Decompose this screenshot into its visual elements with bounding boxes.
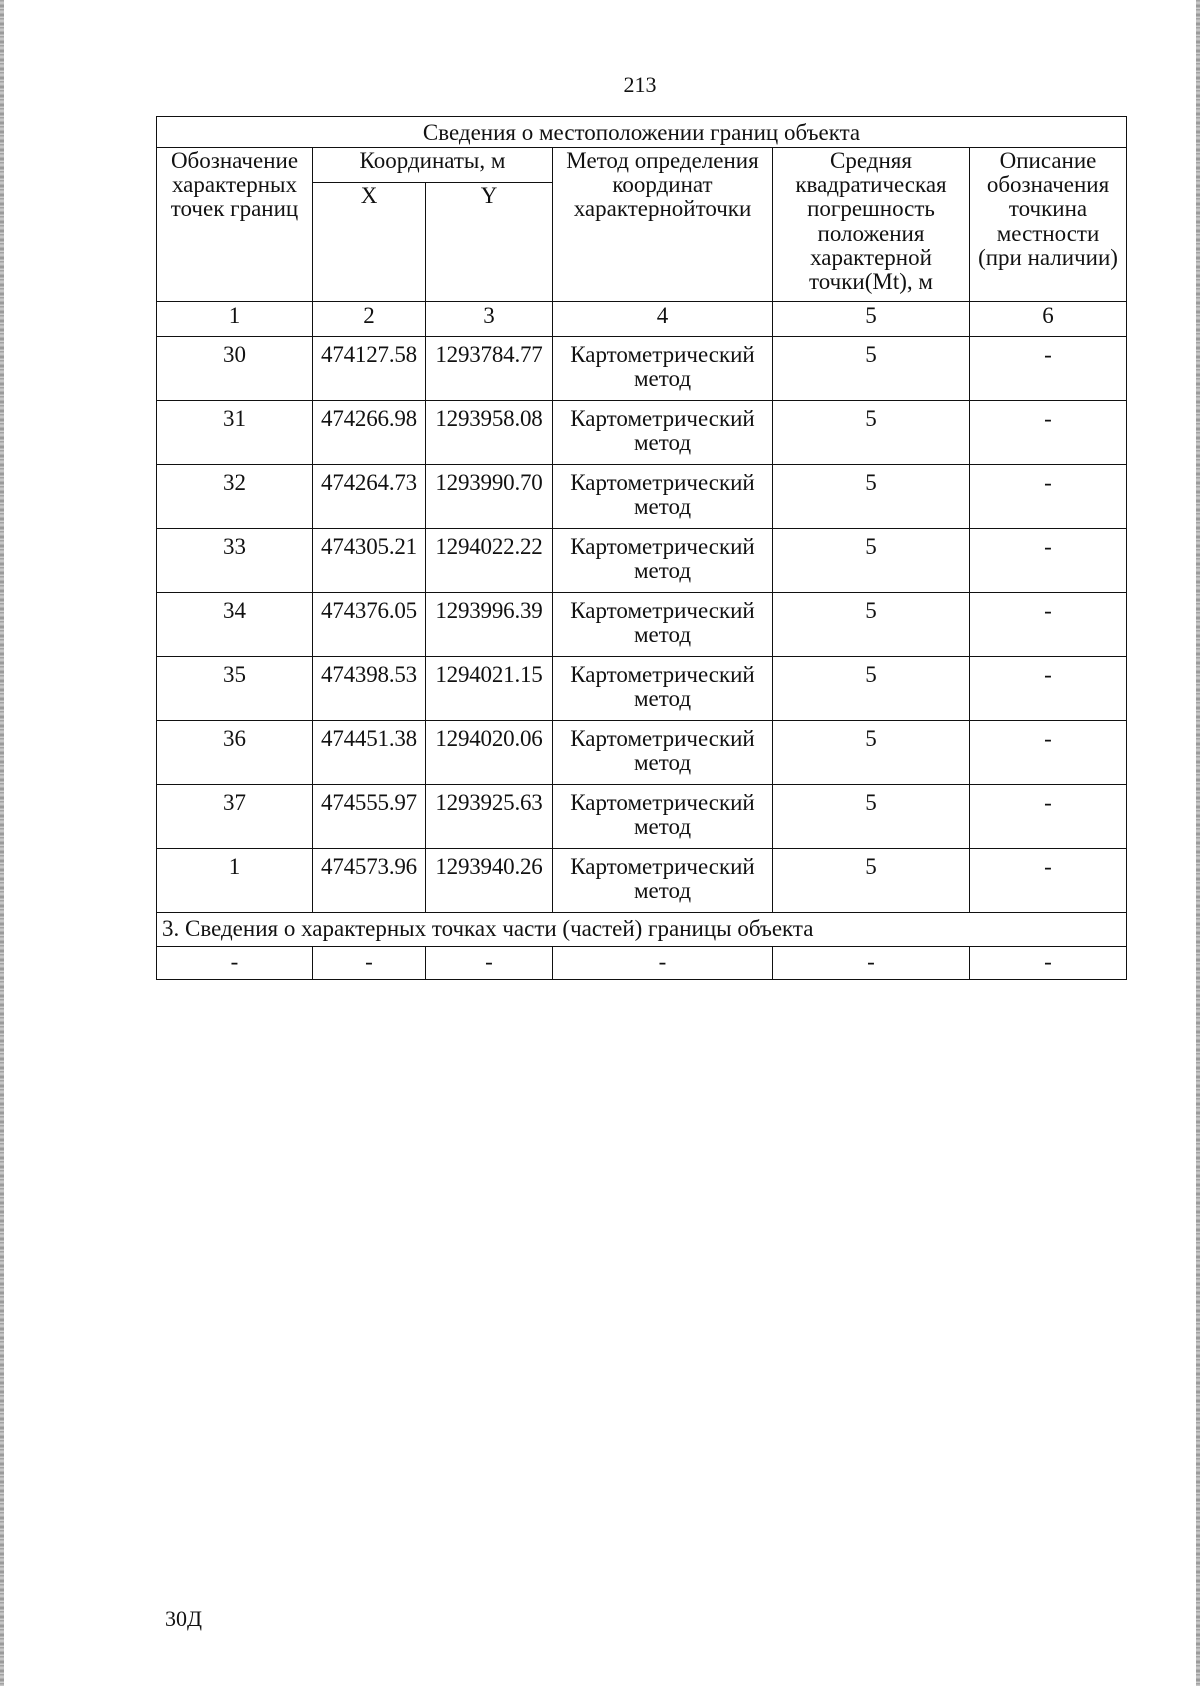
cell-x: 474398.53 [313,657,426,721]
cell-x: 474451.38 [313,721,426,785]
table-row [157,401,1127,465]
column-number: 3 [426,302,553,337]
cell-error: 5 [773,785,970,849]
table-row [157,785,1127,849]
scan-edge-left [0,0,4,1686]
cell-y: 1293996.39 [426,593,553,657]
table-row [157,337,1127,401]
cell-error: 5 [773,401,970,465]
cell-point: 30 [157,337,313,401]
cell-point: 37 [157,785,313,849]
column-number: 1 [157,302,313,337]
cell-method: Картометрический метод [553,785,773,849]
empty-cell: - [553,947,773,980]
header-method: Метод определения координат характернойточки [553,148,773,302]
cell-error: 5 [773,721,970,785]
cell-point: 36 [157,721,313,785]
cell-description: - [970,593,1127,657]
cell-error: 5 [773,593,970,657]
cell-x: 474264.73 [313,465,426,529]
cell-method: Картометрический метод [553,721,773,785]
cell-point: 1 [157,849,313,913]
cell-error: 5 [773,337,970,401]
cell-y: 1293958.08 [426,401,553,465]
cell-error: 5 [773,849,970,913]
empty-cell: - [426,947,553,980]
header-description: Описание обозначения точкина местности (при наличии) [970,148,1127,302]
cell-point: 35 [157,657,313,721]
table-title: Сведения о местоположении границ объекта [157,117,1127,148]
cell-method: Картометрический метод [553,337,773,401]
cell-y: 1294021.15 [426,657,553,721]
table-body [157,117,1127,980]
cell-method: Картометрический метод [553,529,773,593]
empty-cell: - [313,947,426,980]
header-designation: Обозначение характерных точек границ [157,148,313,302]
table-title-row [157,117,1127,148]
boundary-points-table [156,116,1127,980]
cell-description: - [970,529,1127,593]
empty-cell: - [773,947,970,980]
section3-empty-row [157,947,1127,980]
cell-x: 474266.98 [313,401,426,465]
cell-y: 1293925.63 [426,785,553,849]
header-error: Средняя квадратическая погрешность положения характерной точки(Mt), м [773,148,970,302]
page-number: 213 [623,72,657,97]
cell-method: Картометрический метод [553,401,773,465]
table-row [157,465,1127,529]
column-number: 5 [773,302,970,337]
cell-method: Картометрический метод [553,849,773,913]
cell-x: 474555.97 [313,785,426,849]
cell-point: 31 [157,401,313,465]
cell-method: Картометрический метод [553,593,773,657]
cell-x: 474305.21 [313,529,426,593]
cell-description: - [970,721,1127,785]
section3-title-row [157,913,1127,947]
header-x: X [313,183,426,302]
cell-error: 5 [773,657,970,721]
cell-method: Картометрический метод [553,657,773,721]
cell-y: 1293940.26 [426,849,553,913]
cell-point: 33 [157,529,313,593]
cell-x: 474127.58 [313,337,426,401]
cell-y: 1294022.22 [426,529,553,593]
cell-error: 5 [773,529,970,593]
table-row [157,529,1127,593]
column-number: 2 [313,302,426,337]
table-row [157,849,1127,913]
header-row-1 [157,148,1127,183]
cell-description: - [970,465,1127,529]
cell-point: 32 [157,465,313,529]
cell-description: - [970,657,1127,721]
cell-description: - [970,849,1127,913]
cell-description: - [970,785,1127,849]
table-row [157,657,1127,721]
header-y: Y [426,183,553,302]
cell-x: 474573.96 [313,849,426,913]
cell-y: 1294020.06 [426,721,553,785]
cell-method: Картометрический метод [553,465,773,529]
header-coordinates: Координаты, м [313,148,553,183]
column-number: 6 [970,302,1127,337]
cell-point: 34 [157,593,313,657]
cell-error: 5 [773,465,970,529]
column-number-row [157,302,1127,337]
empty-cell: - [970,947,1127,980]
cell-description: - [970,401,1127,465]
section3-title: 3. Сведения о характерных точках части (частей) границы объекта [157,913,1127,947]
table-row [157,721,1127,785]
cell-x: 474376.05 [313,593,426,657]
cell-y: 1293990.70 [426,465,553,529]
cell-description: - [970,337,1127,401]
table-row [157,593,1127,657]
column-number: 4 [553,302,773,337]
scan-edge-right [1196,0,1200,1686]
cell-y: 1293784.77 [426,337,553,401]
footer-mark: 30Д [165,1606,203,1631]
empty-cell: - [157,947,313,980]
